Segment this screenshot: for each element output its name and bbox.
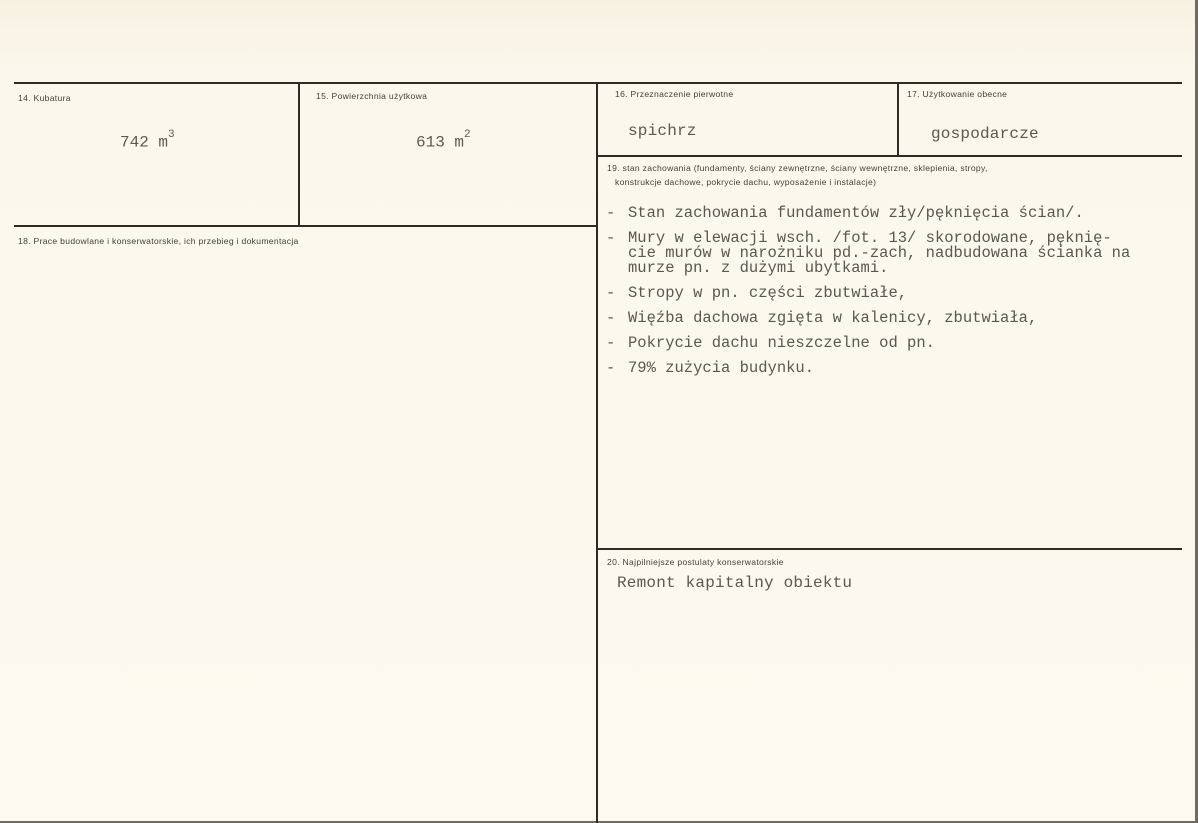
condition-text: Stropy w pn. części zbutwiałe, <box>628 284 908 302</box>
field-20-value: Remont kapitalny obiektu <box>617 574 853 592</box>
field-19-label-line1: 19. stan zachowania (fundamenty, ściany zewnętrzne, ściany wewnętrzne, sklepienia, stropy, <box>607 163 988 173</box>
condition-text: Stan zachowania fundamentów zły/pęknięcia ścian/. <box>628 204 1084 222</box>
field-17-value: gospodarcze <box>931 125 1039 143</box>
condition-item <box>606 286 1130 301</box>
field-15-number: 613 m <box>416 133 465 152</box>
condition-text: murze pn. z dużymi ubytkami. <box>628 259 889 277</box>
divider-16-17 <box>897 84 899 156</box>
rule-19-bottom <box>598 548 1182 550</box>
condition-item <box>606 336 1130 351</box>
field-16-label: 16. Przeznaczenie pierwotne <box>615 89 734 99</box>
condition-text: Więźba dachowa zgięta w kalenicy, zbutwiała, <box>628 309 1038 327</box>
field-14-exponent: 3 <box>168 129 175 141</box>
list-dash: - <box>606 309 616 327</box>
field-18-label: 18. Prace budowlane i konserwatorskie, ich przebieg i dokumentacja <box>18 236 299 246</box>
divider-14-15 <box>298 84 300 226</box>
condition-item <box>606 361 1130 376</box>
condition-item <box>606 231 1130 276</box>
field-17-label: 17. Użytkowanie obecne <box>907 89 1008 99</box>
condition-item <box>606 311 1130 326</box>
field-16-value: spichrz <box>628 122 697 140</box>
list-dash: - <box>606 229 616 247</box>
list-dash: - <box>606 359 616 377</box>
top-rule <box>14 82 1182 84</box>
condition-item <box>606 206 1130 221</box>
field-14-label: 14. Kubatura <box>18 93 71 103</box>
field-15-exponent: 2 <box>464 129 471 141</box>
field-19-label-line2: konstrukcje dachowe, pokrycie dachu, wyposażenie i instalacje) <box>615 177 877 187</box>
condition-text: Mury w elewacji wsch. /fot. 13/ skorodowane, pęknię- <box>628 229 1112 247</box>
condition-list <box>606 206 1130 386</box>
field-20-label: 20. Najpilniejsze postulaty konserwatorskie <box>607 557 784 567</box>
condition-text: cie murów w narożniku pd.-zach, nadbudowana ścianka na <box>628 244 1131 262</box>
field-14-value <box>120 129 175 152</box>
condition-text: Pokrycie dachu nieszczelne od pn. <box>628 334 935 352</box>
field-14-number: 742 m <box>120 133 169 152</box>
list-dash: - <box>606 334 616 352</box>
field-15-value <box>416 129 471 152</box>
rule-16-17-bottom <box>598 155 1182 157</box>
list-dash: - <box>606 204 616 222</box>
divider-main <box>596 84 598 823</box>
rule-14-15-bottom <box>14 225 598 227</box>
list-dash: - <box>606 284 616 302</box>
field-15-label: 15. Powierzchnia użytkowa <box>316 91 428 101</box>
condition-text: 79% zużycia budynku. <box>628 359 815 377</box>
